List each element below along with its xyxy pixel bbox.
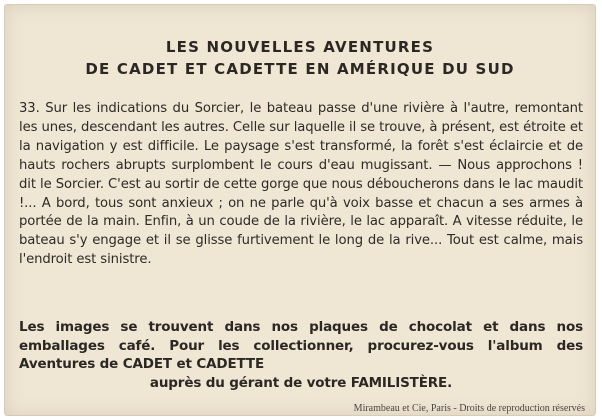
card-title-line-1: LES NOUVELLES AVENTURES (165, 38, 435, 56)
trading-card (4, 4, 596, 416)
promo-last-line: auprès du gérant de votre FAMILISTÈRE. (149, 374, 453, 391)
publisher-credit: Mirambeau et Cie, Paris - Droits de reproduction réservés (353, 403, 585, 414)
promo-paragraph (19, 318, 583, 392)
card-title-line-2: DE CADET ET CADETTE EN AMÉRIQUE DU SUD (85, 60, 515, 78)
story-paragraph: 33. Sur les indications du Sorcier, le bateau passe d'une rivière à l'autre, remontant les unes, descendant les autres. Celle sur laquelle il se trouve, à présent, est étroite et la navigation y est difficile. Le paysage s'est transformé, la forêt s'est éclaircie et de hauts rochers abrupts surplombent le cours d'eau mugissant. — Nous approchons ! dit le Sorcier. C'est au sortir de cette gorge que nous déboucherons dans le lac maudit !... A bord, tous sont anxieux ; on ne parle qu'à voix basse et chacun a ses armes à portée de la main. Enfin, à un coude de la rivière, le lac apparaît. A vitesse réduite, le bateau s'y engage et il se glisse furtivement le long de la rive... Tout est calme, mais l'endroit est sinistre. (19, 101, 583, 268)
promo-text: Les images se trouvent dans nos plaques de chocolat et dans nos emballages café. Pour les collectionner, procurez-vous l'album des Aventures de CADET et CADETTE (19, 319, 583, 373)
